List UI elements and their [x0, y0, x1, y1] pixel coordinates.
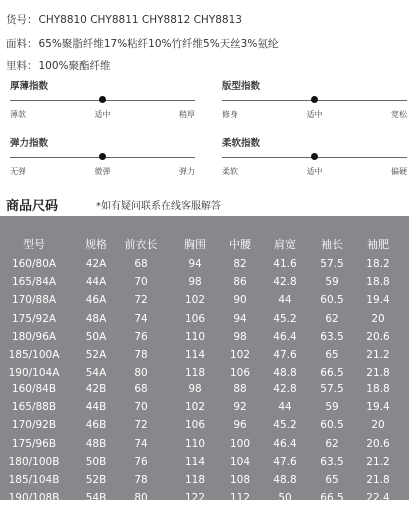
table-cell: 82	[233, 258, 247, 270]
table-cell: 110	[184, 330, 206, 343]
product-code-line	[6, 12, 242, 27]
table-cell: 102	[229, 349, 251, 361]
table-cell: 74	[134, 437, 148, 450]
index-label-high: 弹力	[179, 167, 195, 176]
table-cell: 65	[325, 474, 339, 486]
table-cell: 110	[184, 437, 206, 450]
product-code-value: CHY8810 CHY8811 CHY8812 CHY8813	[38, 14, 242, 26]
table-cell: 18.8	[366, 276, 390, 289]
table-row	[0, 328, 409, 346]
table-cell: 20.6	[366, 330, 390, 343]
table-cell: 118	[184, 367, 206, 380]
table-cell: 20.6	[366, 437, 390, 450]
table-cell: 57.5	[320, 258, 344, 270]
table-header-cell: 袖长	[321, 238, 343, 251]
table-cell: 21.8	[366, 367, 390, 380]
table-cell: 20	[371, 312, 385, 325]
table-cell: 60.5	[320, 419, 344, 432]
table-cell: 63.5	[320, 330, 344, 343]
index-title: 柔软指数	[222, 138, 261, 149]
table-cell: 21.8	[366, 474, 390, 486]
table-cell: 94	[188, 258, 202, 270]
index-indicator	[311, 96, 318, 103]
table-cell: 106	[184, 312, 206, 325]
table-row	[0, 380, 409, 398]
table-cell: 72	[134, 294, 148, 307]
table-cell: 88	[233, 383, 247, 395]
table-cell: 112	[229, 492, 251, 505]
table-cell: 175/92A	[11, 312, 57, 325]
table-cell: 68	[134, 383, 148, 395]
table-cell: 80	[134, 492, 148, 505]
table-header-row	[0, 236, 409, 254]
table-cell: 80	[134, 367, 148, 380]
table-cell: 160/80A	[11, 258, 57, 270]
table-cell: 54A	[85, 367, 107, 380]
fabric-label: 面料：	[6, 38, 38, 50]
table-cell: 50B	[85, 455, 107, 468]
table-cell: 42.8	[273, 383, 297, 395]
table-row	[0, 471, 409, 489]
lining-label: 里料：	[6, 60, 38, 72]
table-cell: 46B	[85, 419, 107, 432]
table-cell: 62	[325, 437, 339, 450]
table-cell: 180/100B	[8, 455, 60, 468]
table-cell: 102	[184, 294, 206, 307]
table-cell: 44	[278, 401, 292, 414]
table-cell: 92	[233, 401, 247, 414]
table-cell: 170/92B	[11, 419, 57, 432]
index-indicator	[99, 153, 106, 160]
fabric-line	[6, 36, 278, 51]
size-section-title: 商品尺码	[6, 199, 59, 214]
table-cell: 185/104B	[8, 474, 60, 486]
table-cell: 42A	[85, 258, 107, 270]
table-cell: 185/100A	[8, 349, 60, 361]
table-cell: 19.4	[366, 401, 390, 414]
product-code-label: 货号：	[6, 14, 38, 26]
table-row	[0, 255, 409, 273]
index-title: 版型指数	[222, 81, 261, 92]
table-cell: 44B	[85, 401, 107, 414]
table-cell: 18.8	[366, 383, 390, 395]
table-cell: 41.6	[273, 258, 297, 270]
table-cell: 78	[134, 474, 148, 486]
table-cell: 72	[134, 419, 148, 432]
table-cell: 122	[184, 492, 206, 505]
index-label-mid: 适中	[94, 110, 111, 119]
table-cell: 42B	[85, 383, 107, 395]
table-row	[0, 453, 409, 471]
table-cell: 78	[134, 349, 148, 361]
index-title: 弹力指数	[10, 138, 49, 149]
table-cell: 46.4	[273, 330, 297, 343]
table-cell: 106	[184, 419, 206, 432]
table-cell: 54B	[85, 492, 107, 505]
table-cell: 52A	[85, 349, 107, 361]
fabric-value: 65%聚脂纤维17%粘纤10%竹纤维5%天丝3%氨纶	[38, 38, 279, 50]
table-header-cell: 肩宽	[274, 238, 296, 251]
table-cell: 108	[229, 474, 251, 486]
table-cell: 180/96A	[11, 330, 57, 343]
table-row	[0, 398, 409, 416]
table-cell: 114	[184, 349, 206, 361]
index-label-high: 偏硬	[391, 167, 407, 176]
table-cell: 76	[134, 455, 148, 468]
table-cell: 45.2	[273, 312, 297, 325]
table-header-cell: 规格	[85, 238, 107, 251]
table-cell: 46.4	[273, 437, 297, 450]
index-label-mid: 适中	[306, 167, 323, 176]
table-cell: 63.5	[320, 455, 344, 468]
table-cell: 18.2	[366, 258, 390, 270]
table-cell: 76	[134, 330, 148, 343]
table-cell: 114	[184, 455, 206, 468]
table-cell: 90	[233, 294, 247, 307]
table-cell: 19.4	[366, 294, 390, 307]
index-label-low: 无弹	[10, 167, 26, 176]
table-cell: 98	[233, 330, 247, 343]
table-cell: 44A	[85, 276, 107, 289]
table-header-cell: 袖肥	[367, 238, 389, 251]
table-cell: 86	[233, 276, 247, 289]
table-cell: 106	[229, 367, 251, 380]
index-title: 厚薄指数	[10, 81, 49, 92]
table-cell: 50	[278, 492, 292, 505]
table-cell: 70	[134, 401, 148, 414]
index-label-low: 薄款	[10, 110, 26, 119]
table-cell: 59	[325, 276, 339, 289]
lining-line	[6, 58, 111, 73]
table-cell: 74	[134, 312, 148, 325]
table-cell: 48A	[85, 312, 107, 325]
table-cell: 165/88B	[11, 401, 57, 414]
table-cell: 68	[134, 258, 148, 270]
table-row	[0, 346, 409, 364]
table-row	[0, 435, 409, 453]
size-table	[0, 216, 409, 505]
table-cell: 48.8	[273, 367, 297, 380]
table-row	[0, 489, 409, 507]
table-cell: 70	[134, 276, 148, 289]
table-cell: 98	[188, 383, 202, 395]
softness-index	[222, 135, 407, 176]
table-cell: 47.6	[273, 455, 297, 468]
table-cell: 47.6	[273, 349, 297, 361]
table-row	[0, 291, 409, 309]
table-cell: 44	[278, 294, 292, 307]
table-cell: 21.2	[366, 349, 390, 361]
index-label-high: 宽松	[391, 110, 407, 119]
index-label-high: 稍厚	[179, 110, 195, 119]
table-cell: 66.5	[320, 367, 344, 380]
table-cell: 22.4	[366, 492, 390, 505]
table-cell: 59	[325, 401, 339, 414]
table-cell: 50A	[85, 330, 107, 343]
table-cell: 46A	[85, 294, 107, 307]
thickness-index	[10, 78, 195, 119]
index-indicator	[311, 153, 318, 160]
table-cell: 98	[188, 276, 202, 289]
table-cell: 48.8	[273, 474, 297, 486]
table-cell: 170/88A	[11, 294, 57, 307]
table-header-cell: 胸围	[184, 238, 206, 251]
table-cell: 57.5	[320, 383, 344, 395]
table-cell: 66.5	[320, 492, 344, 505]
index-label-low: 柔软	[222, 167, 238, 176]
table-header-cell: 中腰	[229, 238, 251, 251]
index-label-mid: 微弹	[94, 167, 111, 176]
lining-value: 100%聚酯纤维	[38, 60, 111, 72]
table-cell: 60.5	[320, 294, 344, 307]
table-cell: 102	[184, 401, 206, 414]
table-cell: 190/108B	[8, 492, 60, 505]
table-cell: 20	[371, 419, 385, 432]
table-cell: 96	[233, 419, 247, 432]
table-cell: 118	[184, 474, 206, 486]
table-cell: 190/104A	[8, 367, 60, 380]
index-indicator	[99, 96, 106, 103]
table-row	[0, 416, 409, 434]
table-header-cell: 前衣长	[124, 238, 158, 251]
table-row	[0, 310, 409, 328]
table-cell: 94	[233, 312, 247, 325]
size-section-note: *如有疑问联系在线客服解答	[96, 201, 221, 212]
table-cell: 100	[229, 437, 251, 450]
table-cell: 21.2	[366, 455, 390, 468]
table-header-cell: 型号	[23, 238, 45, 251]
table-cell: 165/84A	[11, 276, 57, 289]
table-cell: 45.2	[273, 419, 297, 432]
index-label-low: 修身	[222, 110, 238, 119]
elasticity-index	[10, 135, 195, 176]
index-label-mid: 适中	[306, 110, 323, 119]
table-cell: 62	[325, 312, 339, 325]
fit-index	[222, 78, 407, 119]
table-cell: 104	[229, 455, 251, 468]
table-cell: 65	[325, 349, 339, 361]
table-row	[0, 273, 409, 291]
table-cell: 42.8	[273, 276, 297, 289]
table-cell: 160/84B	[11, 383, 57, 395]
table-cell: 52B	[85, 474, 107, 486]
table-cell: 48B	[85, 437, 107, 450]
table-cell: 175/96B	[11, 437, 57, 450]
